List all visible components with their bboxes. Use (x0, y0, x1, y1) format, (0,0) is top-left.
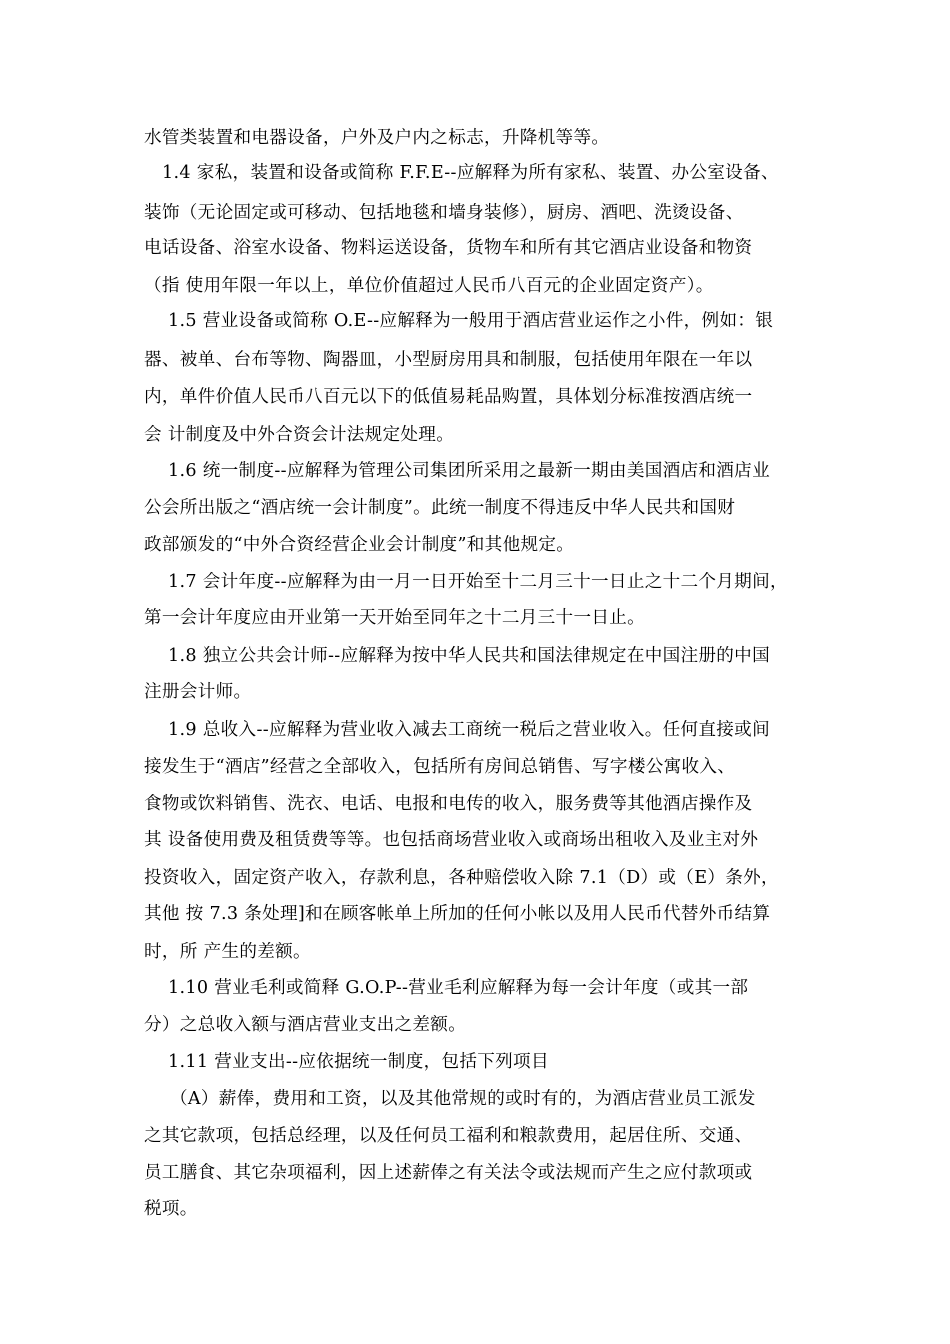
text-line: 公会所出版之“酒店统一会计制度”。此统一制度不得违反中华人民共和国财 (144, 498, 736, 518)
text-line: 1.10 营业毛利或简释 G.O.P--营业毛利应解释为每一会计年度（或其一部 (168, 978, 749, 998)
text-line: 电话设备、浴室水设备、物料运送设备，货物车和所有其它酒店业设备和物资 (144, 238, 753, 258)
text-line: 1.9 总收入--应解释为营业收入减去工商统一税后之营业收入。任何直接或间 (168, 720, 770, 740)
text-line: （指 使用年限一年以上，单位价值超过人民币八百元的企业固定资产）。 (144, 276, 714, 296)
text-line: 食物或饮料销售、洗衣、电话、电报和电传的收入，服务费等其他酒店操作及 (144, 794, 753, 814)
text-line: 其他 按 7.3 条处理]和在顾客帐单上所加的任何小帐以及用人民币代替外币结算 (144, 904, 771, 924)
text-line: 器、被单、台布等物、陶器皿，小型厨房用具和制服，包括使用年限在一年以 (144, 350, 753, 370)
text-line: 投资收入，固定资产收入，存款利息，各种赔偿收入除 7.1（D）或（E）条外， (144, 868, 779, 888)
text-line: 1.8 独立公共会计师--应解释为按中华人民共和国法律规定在中国注册的中国 (168, 646, 770, 666)
text-line: （A）薪俸，费用和工资，以及其他常规的或时有的，为酒店营业员工派发 (170, 1089, 756, 1109)
text-line: 第一会计年度应由开业第一天开始至同年之十二月三十一日止。 (144, 608, 646, 628)
text-line: 接发生于“酒店”经营之全部收入，包括所有房间总销售、写字楼公寓收入、 (144, 757, 736, 777)
text-line: 1.6 统一制度--应解释为管理公司集团所采用之最新一期由美国酒店和酒店业 (168, 461, 770, 481)
text-line: 之其它款项，包括总经理，以及任何员工福利和粮款费用，起居住所、交通、 (144, 1126, 753, 1146)
text-line: 会 计制度及中外合资会计法规定处理。 (144, 425, 455, 445)
text-line: 注册会计师。 (144, 682, 252, 702)
text-line: 1.4 家私，装置和设备或简称 F.F.E--应解释为所有家私、装置、办公室设备、 (162, 163, 779, 183)
text-line: 装饰（无论固定或可移动、包括地毯和墙身装修），厨房、酒吧、洗烫设备、 (144, 203, 744, 223)
text-line: 内，单件价值人民币八百元以下的低值易耗品购置，具体划分标准按酒店统一 (144, 387, 753, 407)
text-line: 分）之总收入额与酒店营业支出之差额。 (144, 1015, 467, 1035)
text-line: 员工膳食、其它杂项福利，因上述薪俸之有关法令或法规而产生之应付款项或 (144, 1163, 753, 1183)
text-line: 其 设备使用费及租赁费等等。也包括商场营业收入或商场出租收入及业主对外 (144, 830, 759, 850)
text-line: 税项。 (144, 1199, 198, 1219)
text-line: 时，所 产生的差额。 (144, 942, 311, 962)
text-line: 政部颁发的“中外合资经营企业会计制度”和其他规定。 (144, 535, 575, 555)
text-line: 1.5 营业设备或简称 O.E--应解释为一般用于酒店营业运作之小件，例如：银 (168, 311, 774, 331)
text-line: 水管类装置和电器设备，户外及户内之标志，升降机等等。 (144, 128, 610, 148)
text-line: 1.7 会计年度--应解释为由一月一日开始至十二月三十一日止之十二个月期间， (168, 572, 788, 592)
text-line: 1.11 营业支出--应依据统一制度，包括下列项目 (168, 1052, 549, 1072)
